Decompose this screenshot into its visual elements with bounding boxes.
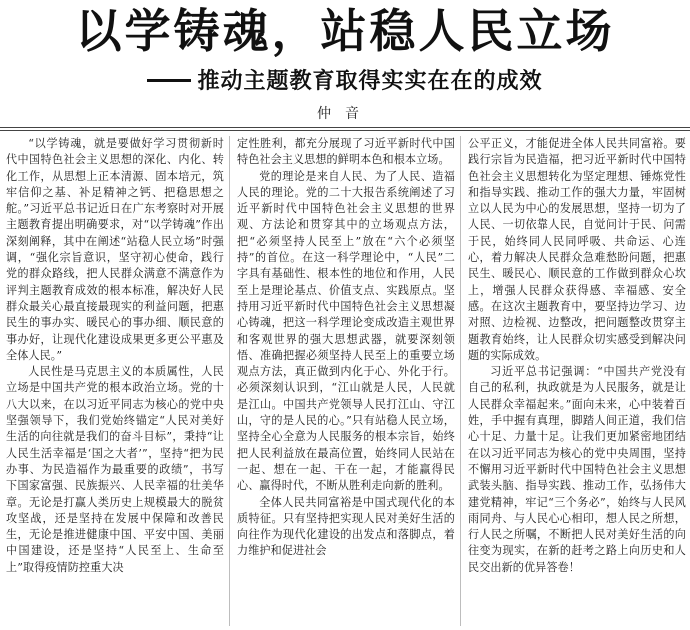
subtitle-dash — [147, 79, 191, 82]
top-rule — [0, 127, 690, 128]
paragraph: 党的理论是来自人民、为了人民、造福人民的理论。党的二十大报告系统阐述了习近平新时代中国特色社会主义思想的世界观、方法论和贯穿其中的立场观点方法，把“必须坚持人民至上”放在“六个必须坚持”的首位。在这一科学理论中，“人民”二字具有基础性、根本性的地位和作用，人民至上是理论基点、价值支点、实践原点。坚持用习近平新时代中国特色社会主义思想凝心铸魂，把这一科学理论变成改造主观世界和客观世界的强大思想武器，就要深刻领悟、准确把握必须坚持人民至上的重要立场观点方法，真正做到内化于心、外化于行。必须深刻认识到，“江山就是人民，人民就是江山。中国共产党领导人民打江山、守江山，守的是人民的心。”只有站稳人民立场，坚持全心全意为人民服务的根本宗旨，始终把人民利益放在最高位置，始终同人民站在一起、想在一起、干在一起，才能赢得民心、赢得时代，不断从胜利走向新的胜利。 — [237, 169, 455, 493]
article-subtitle-text: 推动主题教育取得实实在在的成效 — [197, 69, 543, 94]
article-column-1 — [6, 136, 224, 628]
paragraph: “以学铸魂，就是要做好学习贯彻新时代中国特色社会主义思想的深化、内化、转化工作，从思想上正本清源、固本培元，筑牢信仰之基、补足精神之钙、把稳思想之舵。”习近平总书记近日在广东考察时对开展主题教育提出明确要求，对“以学铸魂”作出深刻阐释，其中在阐述“站稳人民立场”时强调，“强化宗旨意识，坚守初心使命，践行党的群众路线，把人民群众满意不满意作为评判主题教育成效的根本标准，解决好人民群众最关心最直接最现实的利益问题，把惠民生的事办实、暖民心的事办细、顺民意的事办好，让现代化建设成果更多更公平惠及全体人民。” — [6, 137, 224, 362]
paragraph: 人民性是马克思主义的本质属性，人民立场是中国共产党的根本政治立场。党的十八大以来，在以习近平同志为核心的党中央坚强领导下，我们党始终锚定“人民对美好生活的向往就是我们的奋斗目标”，秉持“让人民生活幸福是‘国之大者’”，坚持“把为民办事、为民造福作为最重要的政绩”，书写下国家富强、民族振兴、人民幸福的壮美华章。无论是打赢人类历史上规模最大的脱贫攻坚战，还是坚持在发展中保障和改善民生，无论是推进健康中国、平安中国、美丽中国建设，还是坚持“人民至上、生命至上”取得疫情防控重大决 — [6, 365, 224, 574]
paragraph: 习近平总书记强调：“中国共产党没有自己的私利，执政就是为人民服务，就是让人民群众幸福起来。”面向未来，心中装着百姓，手中握有真理，脚踏人间正道，我们信心十足、力量十足。让我们更加紧密地团结在以习近平同志为核心的党中央周围，坚持不懈用习近平新时代中国特色社会主义思想武装头脑、指导实践、推动工作，弘扬伟大建党精神，牢记“三个务必”，始终与人民风雨同舟、与人民心心相印，想人民之所想，行人民之所嘱，不断把人民对美好生活的向往变为现实，在新的赶考之路上向历史和人民交出新的优异答卷！ — [468, 365, 686, 574]
paragraph: 公平正义，才能促进全体人民共同富裕。要践行宗旨为民造福，把习近平新时代中国特色社会主义思想转化为坚定理想、锤炼党性和指导实践、推动工作的强大力量，牢固树立以人民为中心的发展思想，坚持一切为了人民、一切依靠人民，自觉问计于民、问需于民，始终同人民同呼吸、共命运、心连心，着力解决人民群众急难愁盼问题，把惠民生、暖民心、顺民意的工作做到群众心坎上，增强人民群众获得感、幸福感、安全感。在这次主题教育中，要坚持边学习、边对照、边检视、边整改，把问题整改贯穿主题教育始终，让人民群众切实感受到解决问题的实际成效。 — [468, 137, 686, 362]
column-divider — [460, 136, 461, 626]
article-column-3 — [468, 136, 686, 628]
article-byline: 仲音 — [317, 106, 373, 122]
column-divider — [229, 136, 230, 626]
article-column-2 — [237, 136, 455, 628]
article-subtitle — [0, 66, 690, 98]
paragraph: 全体人民共同富裕是中国式现代化的本质特征。只有坚持把实现人民对美好生活的向往作为现代化建设的出发点和落脚点，着力维护和促进社会 — [237, 495, 455, 558]
article-title: 以学铸魂，站稳人民立场 — [75, 4, 615, 58]
paragraph: 定性胜利，都充分展现了习近平新时代中国特色社会主义思想的鲜明本色和根本立场。 — [237, 137, 455, 167]
top-rule-2 — [0, 130, 690, 131]
